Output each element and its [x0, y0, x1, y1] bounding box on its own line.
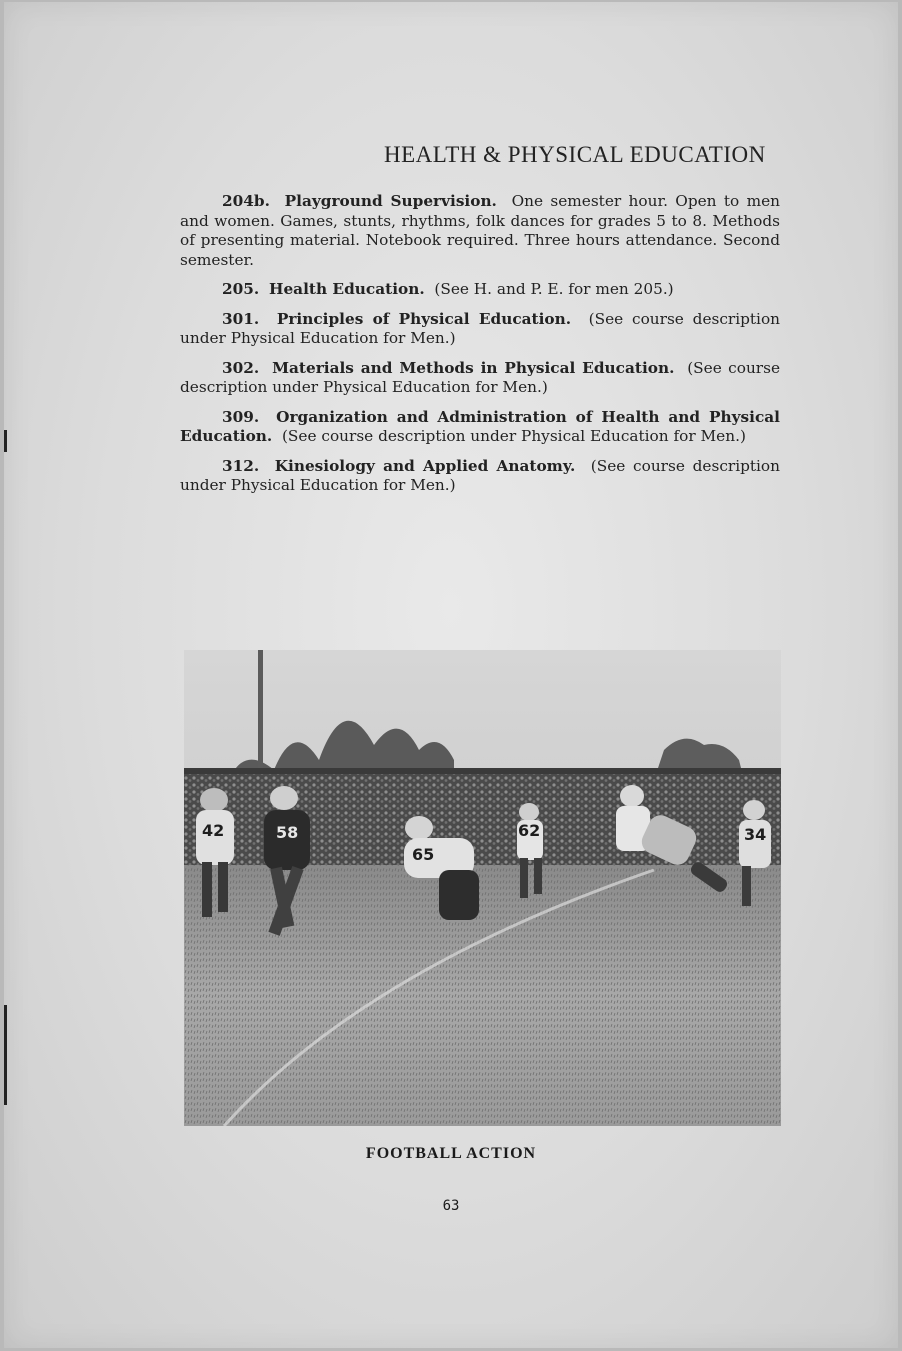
course-number: 301. [222, 309, 260, 328]
course-number: 302. [222, 358, 260, 377]
football-photo [184, 650, 781, 1126]
course-number: 204b. [222, 192, 270, 210]
course-entry [180, 457, 780, 496]
course-entry [180, 310, 780, 349]
jersey-number: 42 [202, 821, 225, 840]
course-title: Materials and Methods in Physical Education. [272, 358, 675, 377]
course-number: 205. [222, 280, 260, 298]
jersey-number: 34 [744, 825, 767, 844]
scan-mark [4, 1005, 7, 1105]
course-title: Kinesiology and Applied Anatomy. [274, 456, 576, 475]
course-title: Organization and Administration of Health and Physical Education. [180, 407, 780, 445]
course-title: Health Education. [269, 280, 425, 298]
course-number: 312. [222, 456, 260, 475]
scan-mark [4, 430, 7, 452]
course-number: 309. [222, 407, 260, 426]
course-description: (See course description under Physical Education for Men.) [180, 456, 780, 494]
jersey-number: 62 [518, 821, 541, 840]
jersey-number: 65 [412, 845, 435, 864]
course-description: (See H. and P. E. for men 205.) [434, 280, 674, 298]
course-entry [180, 192, 780, 270]
course-description: One semester hour. Open to men and women. Games, stunts, rhythms, folk dances for grades 5 to 8. Methods of presenting material. Notebook required. Three hours attendance. Second semester. [180, 192, 780, 269]
photo-caption: FOOTBALL ACTION [365, 1145, 537, 1162]
page-number: 63 [442, 1198, 460, 1214]
course-description: (See course description under Physical Education for Men.) [281, 427, 746, 445]
course-description: (See course description under Physical Education for Men.) [180, 309, 781, 347]
course-entry [180, 280, 780, 300]
course-list [180, 192, 780, 506]
page [4, 2, 898, 1348]
course-entry [180, 359, 780, 398]
course-title: Playground Supervision. [284, 192, 497, 210]
page-header: HEALTH & PHYSICAL EDUCATION [384, 142, 766, 167]
course-entry [180, 408, 780, 447]
course-title: Principles of Physical Education. [276, 309, 572, 328]
course-description: (See course description under Physical Education for Men.) [180, 358, 781, 396]
jersey-number: 58 [276, 823, 299, 842]
